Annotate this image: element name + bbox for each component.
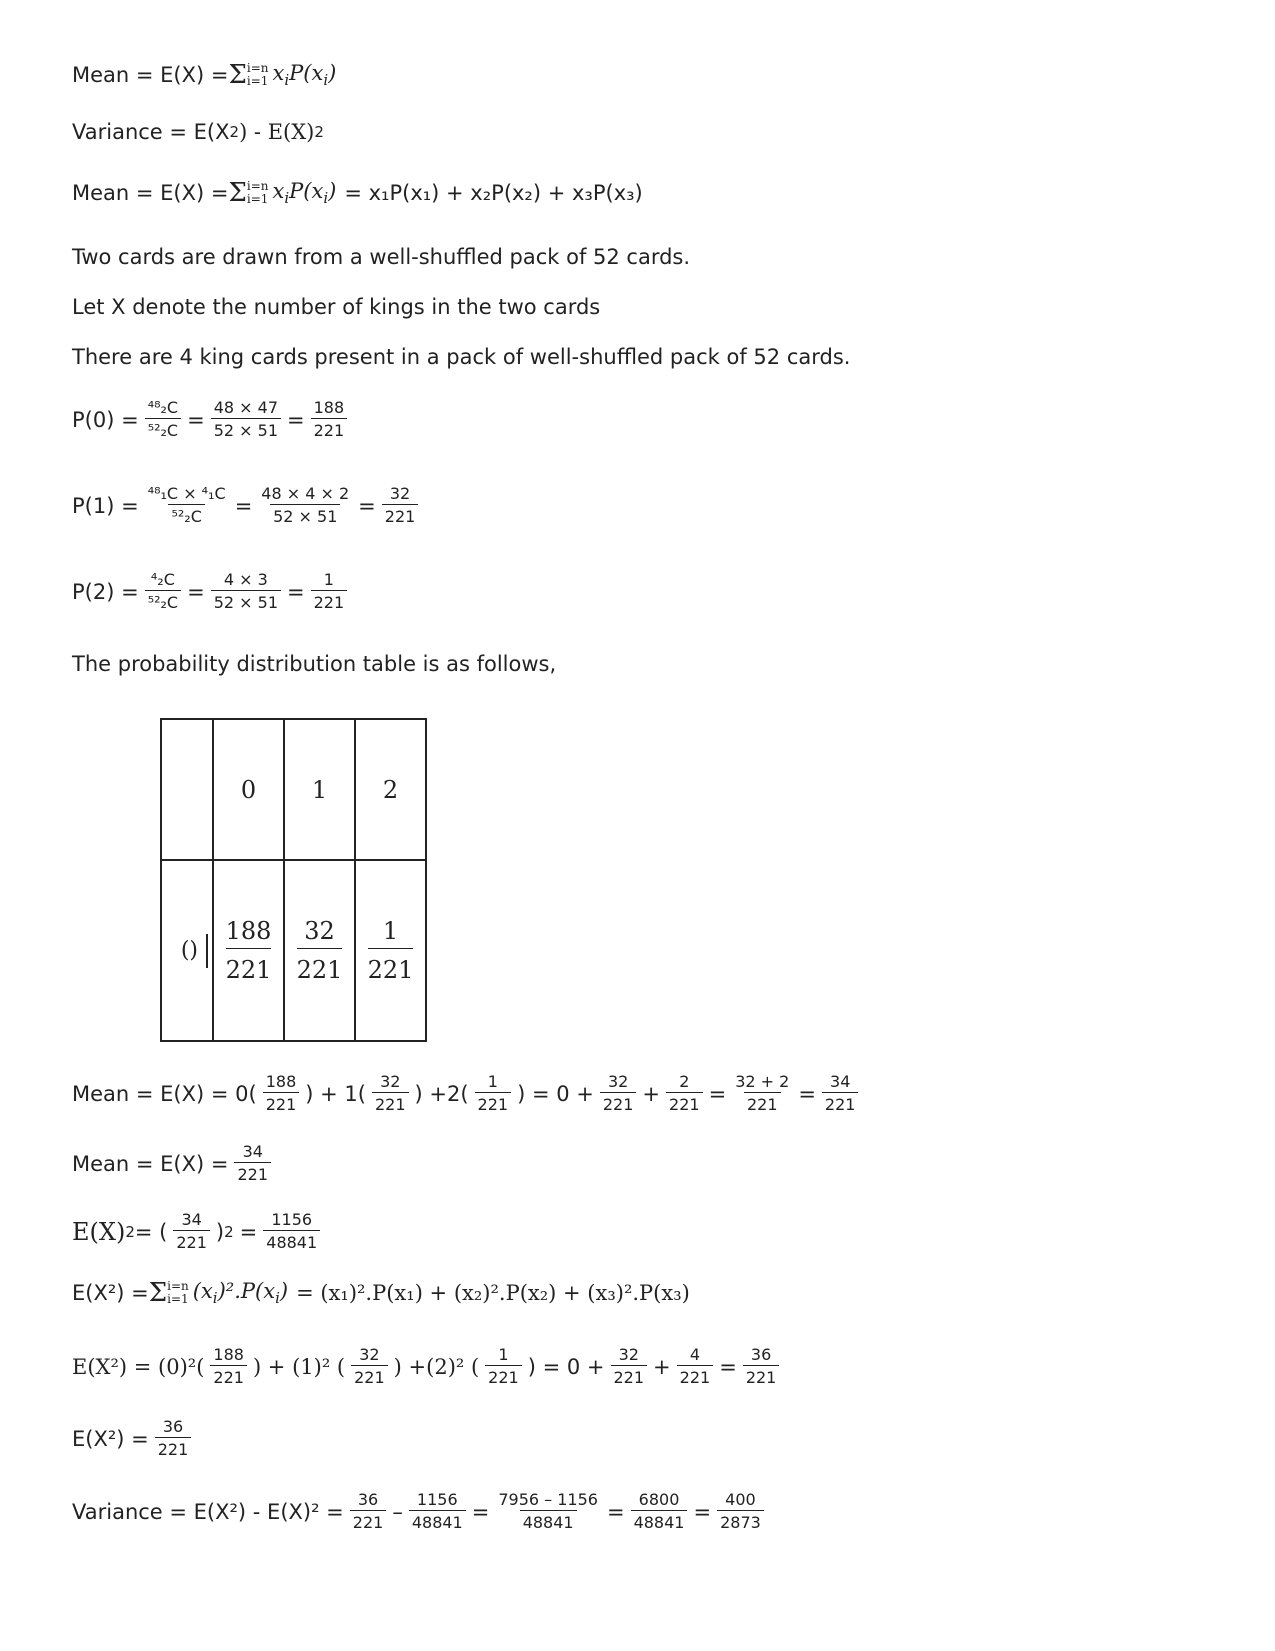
variance-calculation: Variance = E(X²) - E(X)² = $\frac{36}{221}$ – $\frac{1156}{48841}$ = $\frac{7956 - 1156}{48841}$ = $\frac{6800}{48841}$ = $\frac{400}{2873}$ [72,1490,770,1533]
table-cell-x1: 1 [284,719,355,860]
mean-calculation: Mean = E(X) = 0( $\frac{188}{221}$ ) + 1( $\frac{32}{221}$ ) +2( $\frac{1}{221}$ ) = 0 + $\frac{32}{221}$ + $\frac{2}{221}$ = $\frac{32 + 2}{221}$ = $\frac{34}{221}$ [72,1072,864,1115]
p1-equation: P(1) = $\frac{\text{⁴⁸₁C × ⁴₁C}}{\text{⁵²₂C}}$ = $\frac{48 \times 4 \times 2}{52 \times 51}$ = $\frac{32}{221}$ [72,484,424,527]
ex-squared: E(X) 2 = ( $\frac{34}{221}$ ) 2 = $\frac{1156}{48841}$ [72,1210,326,1253]
table-cell-x0: 0 [213,719,284,860]
text-line-1: Two cards are drawn from a well-shuffled pack of 52 cards. [72,245,691,269]
table-cell-p1: $\frac{32}{221}$ [284,860,355,1041]
sigma-symbol: Σ i=n i=1 [228,60,269,90]
p2-equation: P(2) = $\frac{\text{⁴₂C}}{\text{⁵²₂C}}$ = $\frac{4 \times 3}{52 \times 51}$ = $\frac{1}{221}$ [72,570,353,613]
table-cell-empty [161,719,213,860]
text-line-2: Let X denote the number of kings in the two cards [72,295,601,319]
table-cell-x2: 2 [355,719,426,860]
mean-definition: Mean = E(X) = Σ i=n i=1 $x_iP(x_i)$ [72,60,337,90]
ex2-definition: E(X²) = Σ i=n i=1 $(x_i)^2.P(x_i)$ = (x₁)².P(x₁) + (x₂)².P(x₂) + (x₃)².P(x₃) [72,1278,690,1308]
table-row-x [161,719,426,860]
ex2-result: E(X²) = $\frac{36}{221}$ [72,1417,197,1460]
mean-expansion: Mean = E(X) = Σ i=n i=1 $x_iP(x_i)$ = x₁P(x₁) + x₂P(x₂) + x₃P(x₃) [72,178,643,208]
table-cell-p-label: () [161,860,213,1041]
table-cell-p2: $\frac{1}{221}$ [355,860,426,1041]
table-cell-p0: $\frac{188}{221}$ [213,860,284,1041]
table-row-p [161,860,426,1041]
text-line-3: There are 4 king cards present in a pack of well-shuffled pack of 52 cards. [72,345,851,369]
ex2-calculation: E(X²) = (0)²( $\frac{188}{221}$ ) + (1)² ( $\frac{32}{221}$ ) +(2)² ( $\frac{1}{221}$ ) = 0 + $\frac{32}{221}$ + $\frac{4}{221}$ = $\frac{36}{221}$ [72,1345,785,1388]
probability-distribution-table [160,718,427,1042]
variance-definition: Variance = E(X 2 ) - E(X) 2 [72,120,324,144]
p0-equation: P(0) = $\frac{\text{⁴⁸₂C}}{\text{⁵²₂C}}$ = $\frac{48 \times 47}{52 \times 51}$ = $\frac{188}{221}$ [72,398,353,441]
table-intro: The probability distribution table is as follows, [72,652,557,676]
mean-result: Mean = E(X) = $\frac{34}{221}$ [72,1142,277,1185]
